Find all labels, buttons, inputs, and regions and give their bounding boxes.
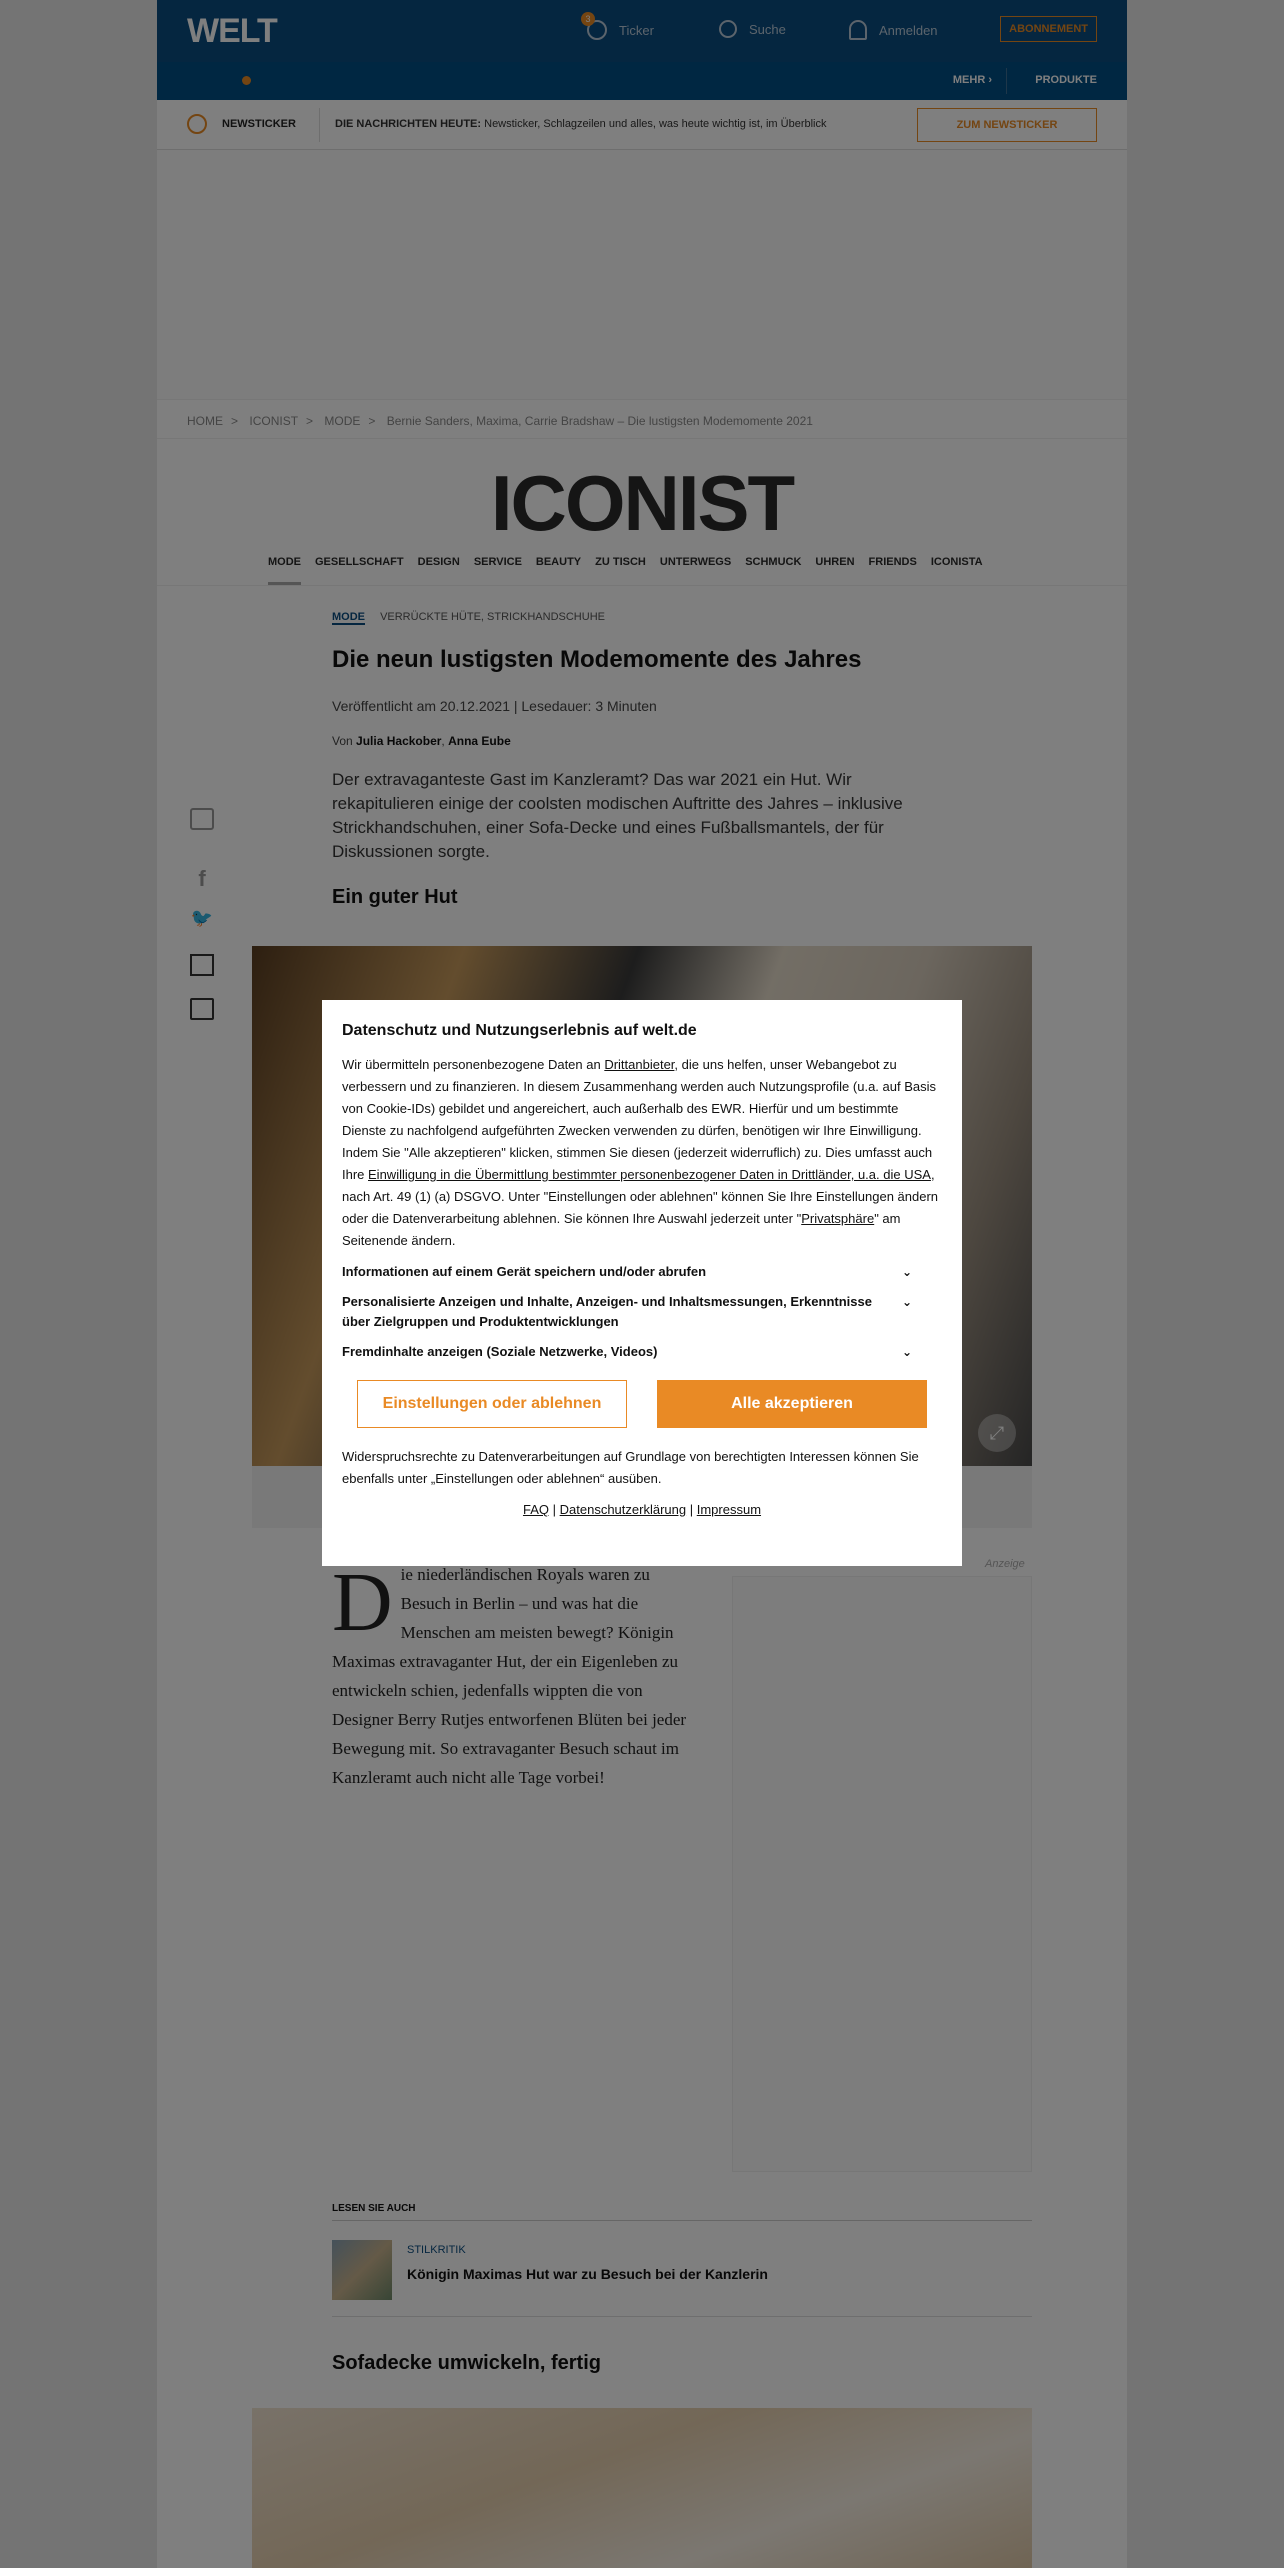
consent-body [342, 1054, 942, 1252]
consent-links [342, 1502, 942, 1517]
accordion-personalized-ads[interactable] [342, 1292, 942, 1332]
consent-dialog [322, 1000, 962, 1566]
consent-buttons [357, 1380, 927, 1428]
consent-title: Datenschutz und Nutzungserlebnis auf welt.de [342, 1022, 697, 1039]
consent-text: , die uns helfen, unser Webangebot zu verbessern und zu finanzieren. In diesem Zusammenhang werden auch Nutzungsprofile (u.a. auf Basis von Cookie-IDs) gebildet und angereichert, auch außerhalb des EWR. Hierfür und um bestimmte Dienste zu nachfolgend aufgeführten Zwecken verwenden zu dürfen, benötigen wir Ihre Einwilligung. Indem Sie "Alle akzeptieren" klicken, stimmen Sie diesen (jederzeit widerruflich) zu. Dies umfasst auch Ihre [342, 1057, 936, 1182]
accordion-label: Informationen auf einem Gerät speichern und/oder abrufen [342, 1264, 707, 1279]
settings-reject-button[interactable]: Einstellungen oder ablehnen [357, 1380, 627, 1428]
imprint-link[interactable]: Impressum [696, 1502, 762, 1517]
faq-link[interactable]: FAQ [522, 1502, 549, 1517]
consent-text: , nach Art. 49 (1) (a) DSGVO. Unter "Einstellungen oder ablehnen" können Sie Ihre Einstellungen ändern oder die Datenverarbeitung ablehnen. Sie können Ihre Auswahl jederzeit unter " [342, 1167, 939, 1226]
consent-footer-text: Widerspruchsrechte zu Datenverarbeitungen auf Grundlage von berechtigten Interessen können Sie ebenfalls unter „Einstellungen oder ablehnen“ ausüben. [342, 1449, 919, 1486]
third-party-link[interactable]: Drittanbieter [604, 1057, 675, 1072]
consent-text: Wir übermitteln personenbezogene Daten an [342, 1057, 605, 1072]
accept-all-button[interactable]: Alle akzeptieren [657, 1380, 927, 1428]
accordion-third-party-content[interactable] [342, 1342, 942, 1362]
chevron-down-icon: ⌄ [901, 1295, 912, 1309]
chevron-down-icon: ⌄ [901, 1265, 912, 1279]
consent-text: " am Seitenende ändern. [342, 1211, 901, 1248]
privacy-link[interactable]: Privatsphäre [801, 1211, 875, 1226]
link-separator: | [552, 1502, 556, 1517]
accordion-label: Personalisierte Anzeigen und Inhalte, Anzeigen- und Inhaltsmessungen, Erkenntnisse über Zielgruppen und Produktentwicklungen [342, 1294, 872, 1329]
chevron-down-icon: ⌄ [901, 1345, 912, 1359]
accordion-label: Fremdinhalte anzeigen (Soziale Netzwerke, Videos) [342, 1344, 658, 1359]
transfer-consent-link[interactable]: Einwilligung in die Übermittlung bestimmter personenbezogener Daten in Drittländer, u.a. die USA [368, 1167, 931, 1182]
link-separator: | [689, 1502, 694, 1517]
privacy-policy-link[interactable]: Datenschutzerklärung [559, 1502, 687, 1517]
accordion-store-info[interactable] [342, 1262, 942, 1282]
